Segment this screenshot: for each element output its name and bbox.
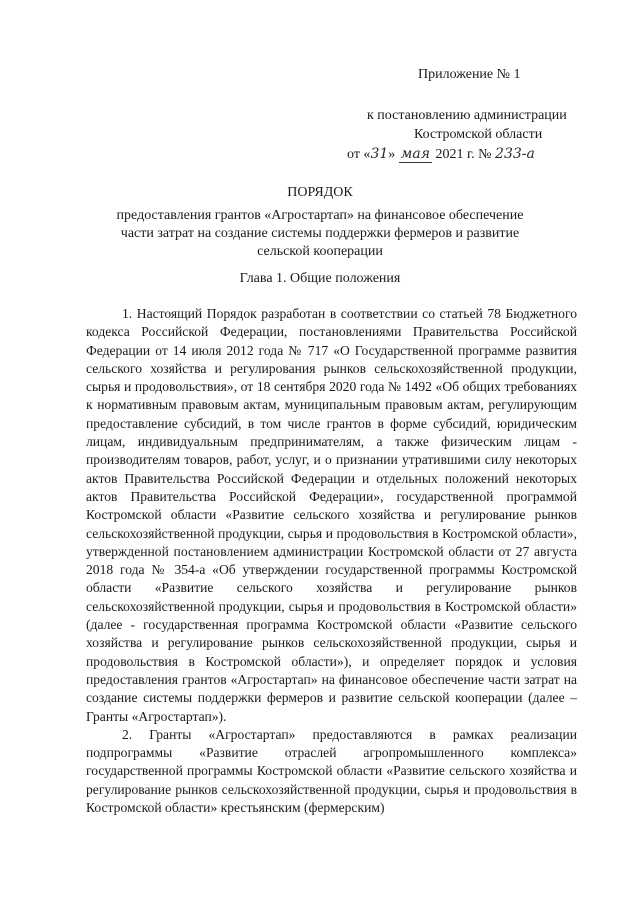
- appendix-label: Приложение № 1: [418, 67, 521, 82]
- paragraph-2: 2. Гранты «Агростартап» предоставляются в рамках реализации подпрограммы «Развитие отраслей агропромышленного комплекса» государственной программы Костромской области «Развитие сельского хозяйства и регулирование рынков сельскохозяйственной продукции, сырья и продовольствия в Костромской области» крестьянским (фермерским): [86, 726, 577, 816]
- decree-number-handwritten: 233-а: [495, 146, 535, 162]
- decree-reference-line1: к постановлению администрации: [367, 108, 567, 123]
- date-year: 2021 г. №: [435, 147, 492, 162]
- document-title: ПОРЯДОК: [287, 185, 353, 200]
- paragraph-1: 1. Настоящий Порядок разработан в соответствии со статьей 78 Бюджетного кодекса Российской Федерации, постановлениями Правительства Российской Федерации от 14 июля 2012 года № 717 «О Государственной программе развития сельского хозяйства и регулирования рынков сельскохозяйственной продукции, сырья и продовольствия», от 18 сентября 2020 года № 1492 «Об общих требованиях к нормативным правовым актам, муниципальным правовым актам, регулирующим предоставление субсидий, в том числе грантов в форме субсидий, юридическим лицам, индивидуальным предпринимателям, а также физическим лицам - производителям товаров, работ, услуг, и о признании утратившими силу некоторых актов Правительства Российской Федерации и отдельных положений некоторых актов Правительства Российской Федерации», государственной программой Костромской области «Развитие сельского хозяйства и регулирование рынков сельскохозяйственной продукции, сырья и продовольствия в Костромской области», утвержденной постановлением администрации Костромской области от 27 августа 2018 года № 354-а «Об утверждении государственной программы Костромской области «Развитие сельского хозяйства и регулирование рынков сельскохозяйственной продукции, сырья и продовольствия в Костромской области» (далее - государственная программа Костромской области «Развитие сельского хозяйства и регулирование рынков сельскохозяйственной продукции, сырья и продовольствия в Костромской области»), и определяет порядок и условия предоставления грантов «Агростартап» на финансовое обеспечение части затрат на создание системы поддержки фермеров и развитие сельской кооперации (далее – Гранты «Агростартап»).: [86, 306, 577, 724]
- document-subtitle: предоставления грантов «Агростартап» на финансовое обеспечение части затрат на создание системы поддержки фермеров и развитие сельской кооперации: [116, 208, 524, 259]
- date-day-handwritten: 31: [370, 146, 389, 162]
- date-prefix: от «: [347, 147, 371, 162]
- chapter-heading: Глава 1. Общие положения: [239, 271, 401, 286]
- document-body: [86, 305, 577, 817]
- decree-date-line: [347, 146, 535, 163]
- decree-reference-line2: Костромской области: [414, 127, 543, 142]
- date-mid: »: [388, 147, 396, 162]
- date-month-handwritten: мая: [400, 146, 430, 162]
